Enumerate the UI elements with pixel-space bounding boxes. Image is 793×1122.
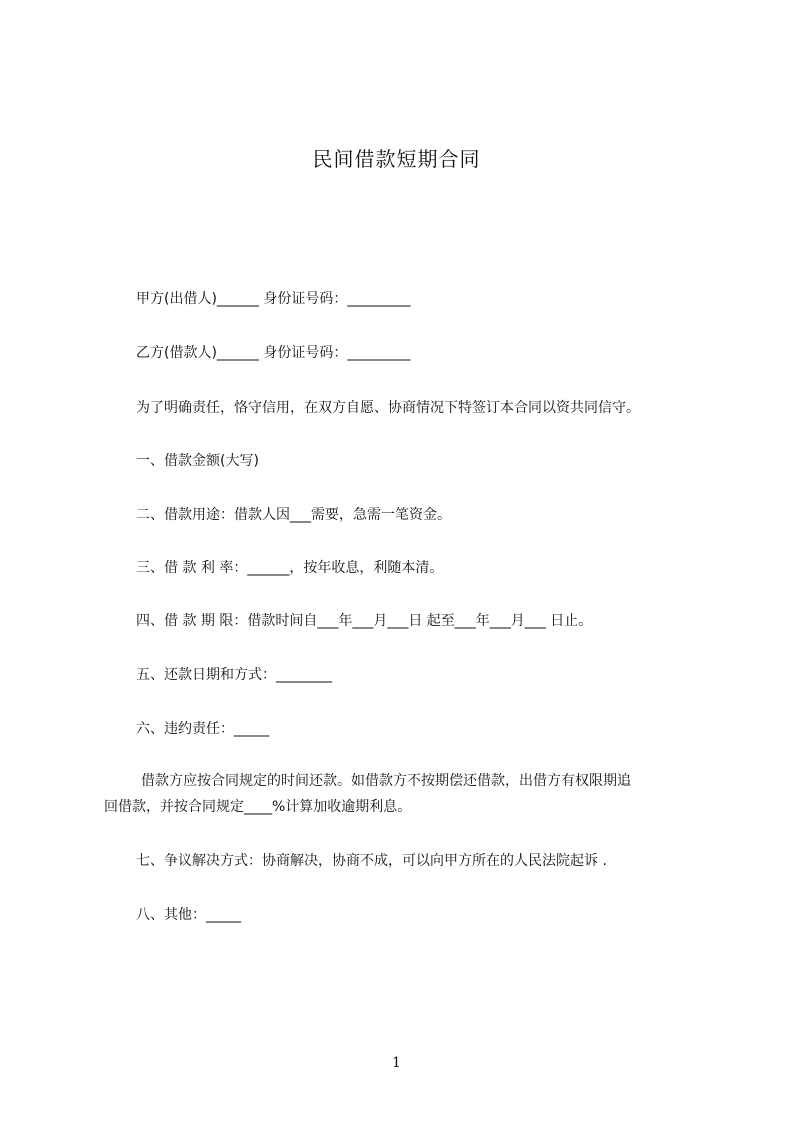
- liability-paragraph-line-2: 回借款，并按合同规定____%计算加收逾期利息。: [104, 799, 412, 815]
- clause-loan-purpose: 二、借款用途：借款人因___需要，急需一笔资金。: [136, 507, 451, 523]
- party-b-line: 乙方(借款人)______ 身份证号码：_________: [136, 345, 411, 361]
- clause-liability: 六、违约责任：_____: [136, 721, 269, 737]
- clause-repayment: 五、还款日期和方式：________: [136, 667, 332, 683]
- page-number: 1: [392, 1055, 401, 1071]
- clause-loan-term: 四、借 款 期 限：借款时间自___年___月___日 起至___年___月___ 日止。: [136, 613, 593, 629]
- liability-paragraph-line-1: 借款方应按合同规定的时间还款。如借款方不按期偿还借款，出借方有权限期追: [141, 773, 631, 789]
- clause-dispute-resolution: 七、争议解决方式：协商解决，协商不成，可以向甲方所在的人民法院起诉 .: [136, 853, 607, 869]
- preamble-text: 为了明确责任，恪守信用，在双方自愿、协商情况下特签订本合同以资共同信守。: [136, 400, 640, 416]
- clause-interest-rate: 三、借 款 利 率：______，按年收息，利随本清。: [136, 560, 444, 576]
- clause-loan-amount: 一、借款金额(大写): [136, 453, 259, 469]
- clause-other: 八、其他：_____: [136, 907, 241, 923]
- party-a-line: 甲方(出借人)______ 身份证号码：_________: [136, 291, 411, 307]
- document-title: 民间借款短期合同: [312, 147, 481, 171]
